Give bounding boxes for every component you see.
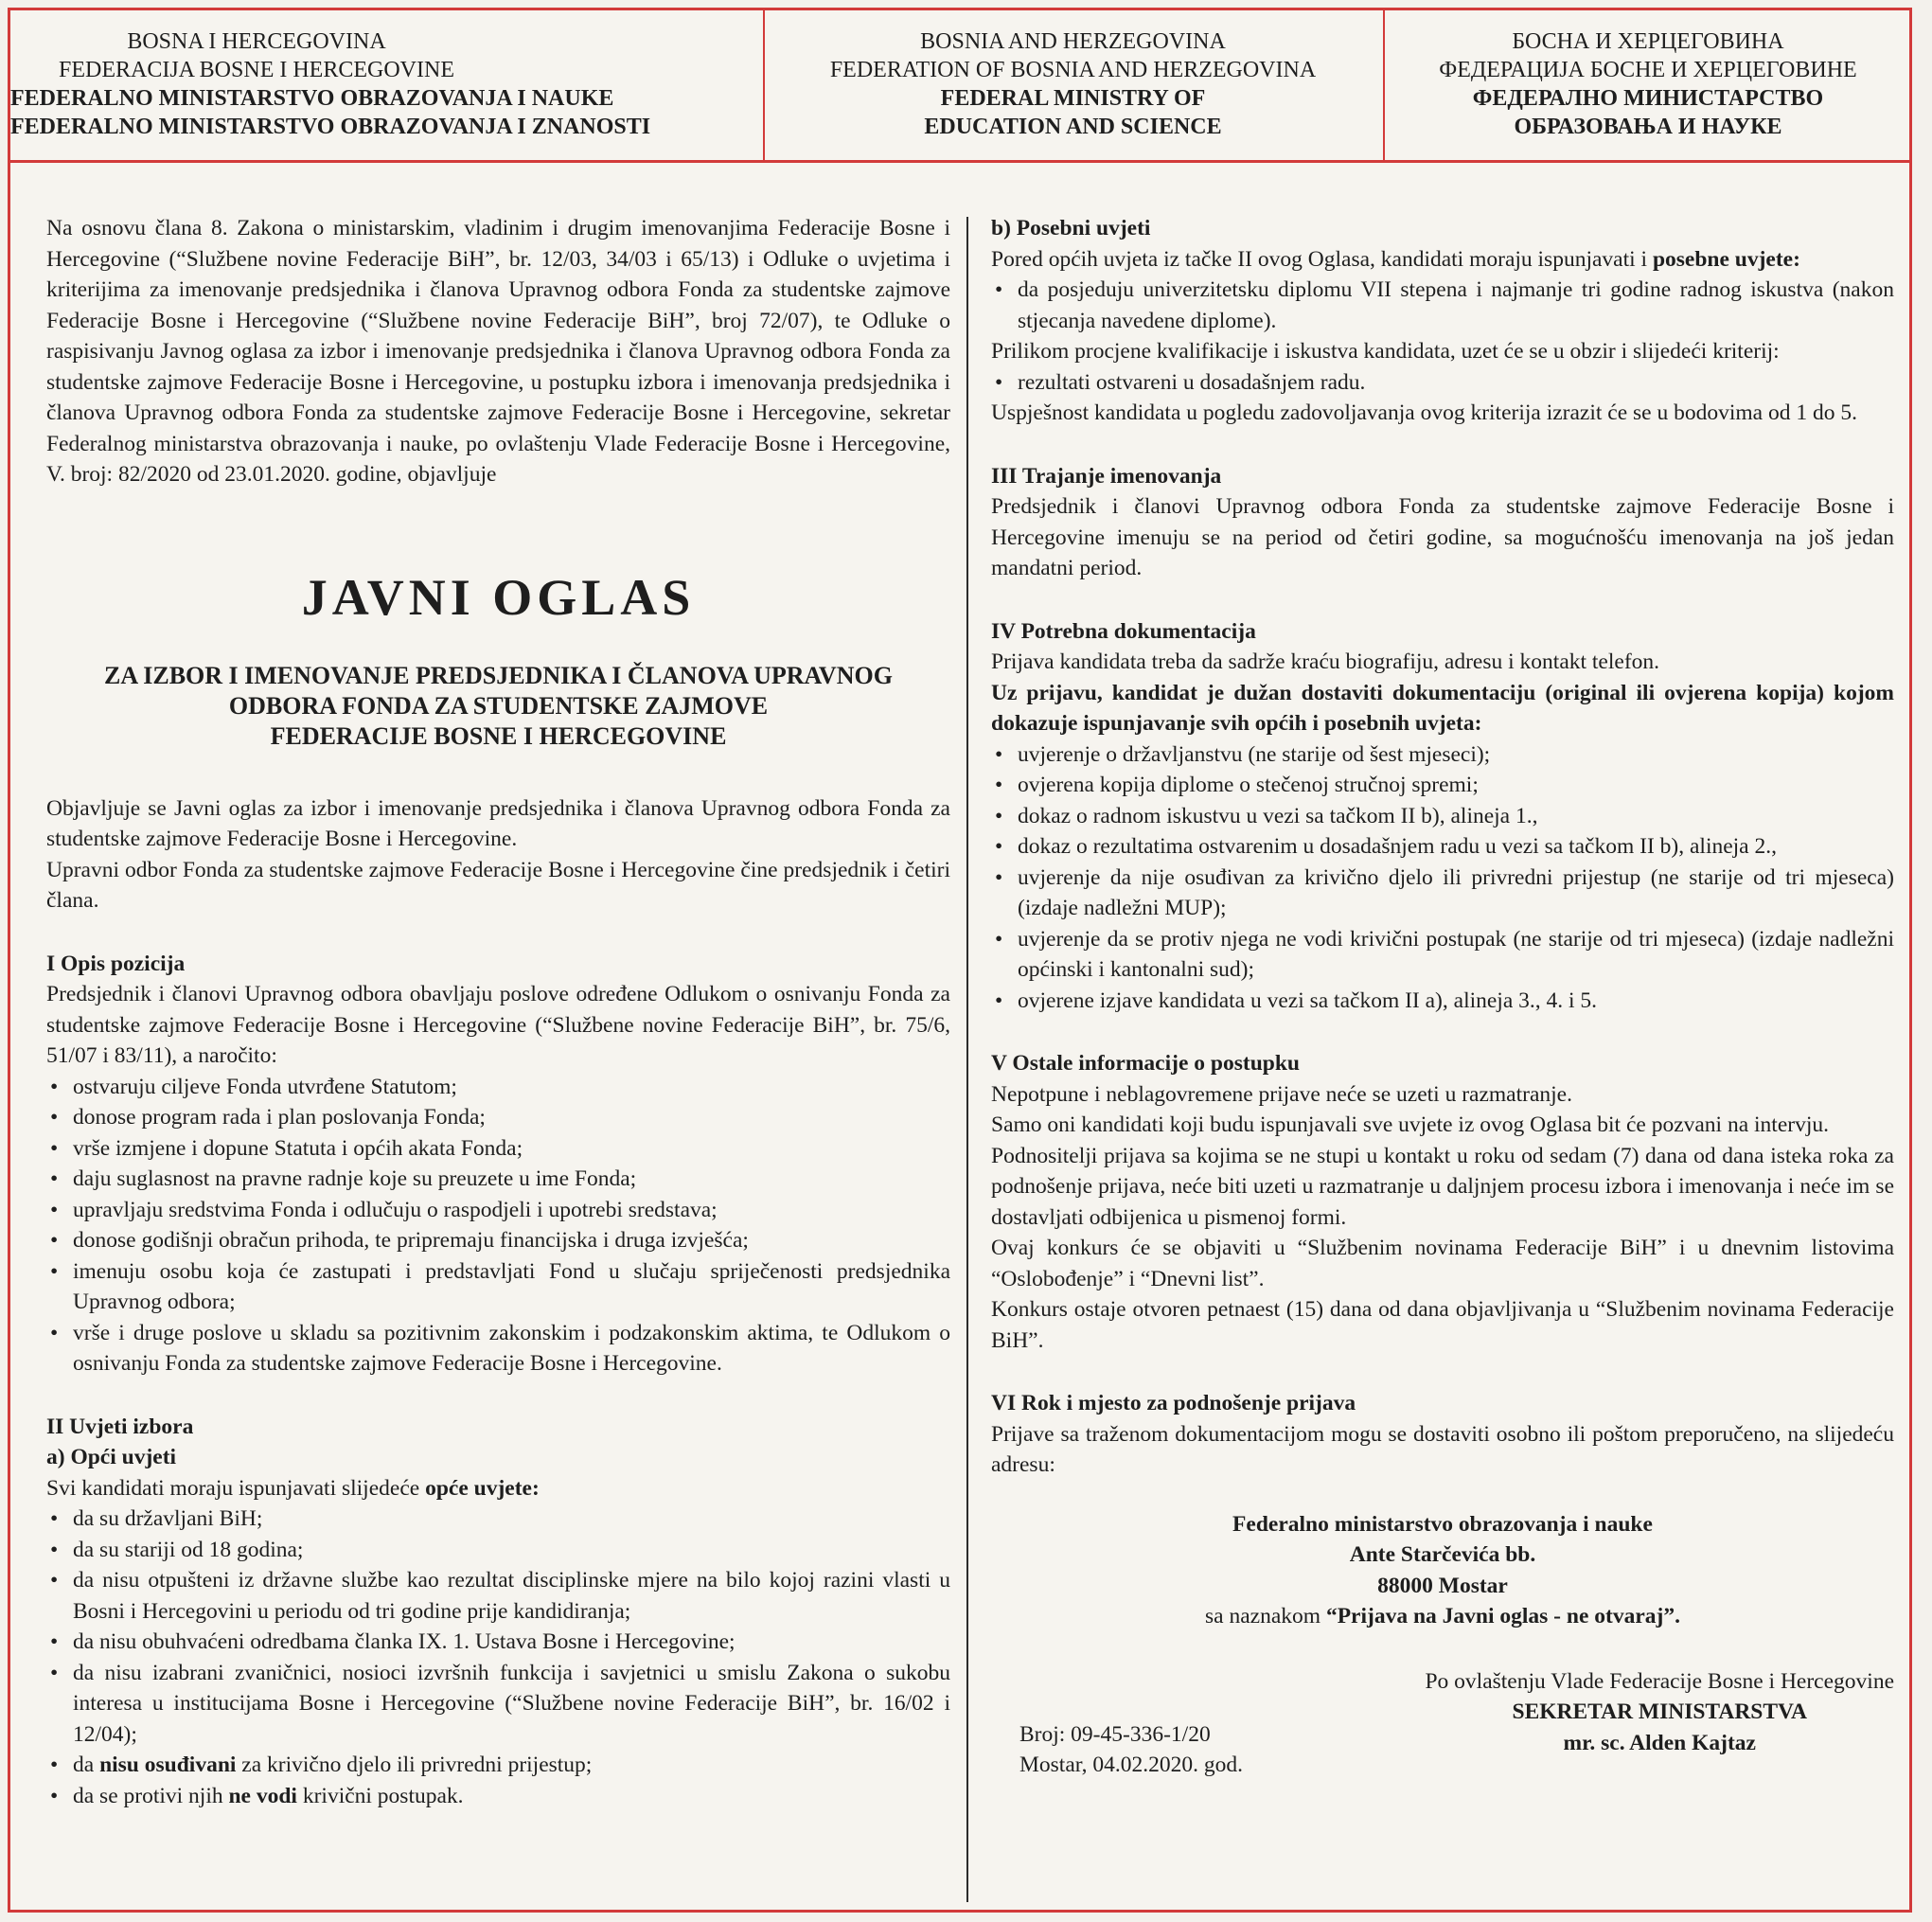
section-bold-text: Uz prijavu, kandidat je dužan dostaviti dokumentaciju (original ili ovjerena kopija) kojom dokazuje ispunjavanje svih općih i posebnih uvjeta: bbox=[991, 680, 1894, 736]
envelope-marking bbox=[991, 1601, 1894, 1632]
signature-block bbox=[991, 1666, 1894, 1780]
header-line: FEDERATION OF BOSNIA AND HERZEGOVINA bbox=[829, 58, 1317, 82]
text-span: sa naznakom bbox=[1205, 1604, 1326, 1628]
list-item: • daju suglasnost na pravne radnje koje su preuzete u ime Fonda; bbox=[46, 1164, 950, 1195]
address-line: Federalno ministarstvo obrazovanja i nauke bbox=[1232, 1511, 1653, 1537]
list-item: • donose godišnji obračun prihoda, te pripremaju financijska i druga izvješća; bbox=[46, 1225, 950, 1256]
duties-list bbox=[46, 1072, 950, 1379]
criteria-list bbox=[991, 367, 1894, 399]
section-text: Konkurs ostaje otvoren petnaest (15) dana od dana objavljivanja u “Službenim novinama Federacije BiH”. bbox=[991, 1297, 1894, 1353]
header-line: BOSNIA AND HERZEGOVINA bbox=[920, 29, 1226, 54]
subtitle-line: ODBORA FONDA ZA STUDENTSKE ZAJMOVE bbox=[228, 691, 769, 720]
header-line: FEDERALNO MINISTARSTVO OBRAZOVANJA I NAUKE bbox=[10, 86, 614, 111]
list-item: • da su državljani BiH; bbox=[46, 1504, 950, 1535]
document-page bbox=[8, 8, 1912, 1913]
left-column bbox=[46, 213, 950, 1811]
header-line: ФЕДЕРАЦИЈА БОСНЕ И ХЕРЦЕГОВИНЕ bbox=[1439, 58, 1857, 82]
section-text: Samo oni kandidati koji budu ispunjavali sve uvjete iz ovog Oglasa bit će pozvani na intervju. bbox=[991, 1112, 1829, 1137]
letterhead-english bbox=[763, 27, 1383, 141]
section-text: Predsjednik i članovi Upravnog odbora obavljaju poslove određene Odlukom o osnivanju Fonda za studentske zajmove Federacije Bosne i Hercegovine (“Službene novine Federacije BiH”, br. 75/6, 51/07 i 83/11), a naročito: bbox=[46, 982, 950, 1068]
authorization-line: Po ovlaštenju Vlade Federacije Bosne i Hercegovine bbox=[1425, 1668, 1894, 1694]
intro-paragraph: Na osnovu člana 8. Zakona o ministarskim, vladinim i drugim imenovanjima Federacije Bosne i Hercegovine (“Službene novine Federacije BiH”, br. 12/03, 34/03 i 65/13) i Odluke o uvjetima i kriterijima za imenovanje predsjednika i članova Upravnog odbora Fonda za studentske zajmove Federacije Bosne i Hercegovine (“Službene novine Federacije BiH”, broj 72/07), te Odluke o raspisivanju Javnog oglasa za izbor i imenovanje predsjednika i članova Upravnog odbora Fonda za studentske zajmove Federacije Bosne i Hercegovine, u postupku izbora i imenovanja predsjednika i članova Upravnog odbora Fonda za studentske zajmove Federacije Bosne i Hercegovine, sekretar Federalnog ministarstva obrazovanja i nauke, po ovlaštenju Vlade Federacije Bosne i Hercegovine, V. broj: 82/2020 od 23.01.2020. godine, objavljuje bbox=[46, 216, 950, 487]
criteria-score: Uspješnost kandidata u pogledu zadovoljavanja ovog kriterija izrazit će se u bodovima od 1 do 5. bbox=[991, 400, 1857, 425]
list-item: • uvjerenje da nije osuđivan za krivično djelo ili privredni prijestup (ne starije od tri mjeseca) (izdaje nadležni MUP); bbox=[991, 863, 1894, 924]
list-item: • dokaz o rezultatima ostvarenim u dosadašnjem radu u vezi sa tačkom II b), alineja 2., bbox=[991, 831, 1894, 863]
section-text: Podnositelji prijava sa kojima se ne stupi u kontakt u roku od sedam (7) dana od dana isteka roka za podnošenje prijava, neće biti uzeti u razmatranje u daljnjem procesu izbora i imenovanja i neće im se dostavljati odbijenica u pismenoj formi. bbox=[991, 1143, 1894, 1230]
text-span: da se protivi njih bbox=[73, 1783, 229, 1808]
signatory-name: mr. sc. Alden Kajtaz bbox=[1563, 1730, 1756, 1755]
letterhead-cyrillic bbox=[1383, 27, 1913, 141]
header-line: ФЕДЕРАЛНО МИНИСТАРСТВО bbox=[1472, 86, 1824, 111]
list-item bbox=[46, 1750, 950, 1781]
list-item: • da su stariji od 18 godina; bbox=[46, 1535, 950, 1566]
section-heading: IV Potrebna dokumentacija bbox=[991, 618, 1256, 644]
list-item: • da posjeduju univerzitetsku diplomu VII stepena i najmanje tri godine radnog iskustva (nakon stjecanja navedene diplome). bbox=[991, 275, 1894, 336]
document-title: JAVNI OGLAS bbox=[301, 568, 696, 626]
document-subtitle bbox=[46, 661, 950, 752]
list-item: • da nisu otpušteni iz državne službe kao rezultat disciplinske mjere na bilo kojoj razini vlasti u Bosni i Hercegovini u periodu od tri godine prije kandidiranja; bbox=[46, 1565, 950, 1627]
letterhead bbox=[10, 10, 1909, 163]
subsection-heading: a) Opći uvjeti bbox=[46, 1445, 177, 1469]
section-text bbox=[991, 244, 1894, 276]
header-line: БОСНА И ХЕРЦЕГОВИНА bbox=[1512, 29, 1784, 54]
list-item: • uvjerenje da se protiv njega ne vodi krivični postupak (ne starije od tri mjeseca) (izdaje nadležni općinski i kantonalni sud); bbox=[991, 924, 1894, 986]
list-item: • vrše i druge poslove u skladu sa pozitivnim zakonskim i podzakonskim aktima, te Odlukom o osnivanju Fonda za studentske zajmove Federacije Bosne i Hercegovine. bbox=[46, 1318, 950, 1379]
section-text: Predsjednik i članovi Upravnog odbora Fonda za studentske zajmove Federacije Bosne i Hercegovine imenuju se na period od četiri godine, sa mogućnošću imenovanja na još jedan mandatni period. bbox=[991, 494, 1894, 580]
bold-span: opće uvjete: bbox=[425, 1475, 540, 1501]
criteria-text: Prilikom procjene kvalifikacije i iskustva kandidata, uzet će se u obzir i slijedeći kriterij: bbox=[991, 339, 1780, 364]
section-text bbox=[46, 1473, 950, 1504]
right-column bbox=[991, 213, 1894, 1780]
header-line: FEDERAL MINISTRY OF bbox=[940, 86, 1206, 111]
reference-block bbox=[1019, 1719, 1243, 1781]
documents-list bbox=[991, 739, 1894, 1017]
list-item: • ostvaruju ciljeve Fonda utvrđene Statutom; bbox=[46, 1072, 950, 1103]
place-date: Mostar, 04.02.2020. god. bbox=[1019, 1753, 1244, 1777]
special-conditions-list bbox=[991, 275, 1894, 336]
column-divider bbox=[966, 217, 968, 1902]
subsection-heading: b) Posebni uvjeti bbox=[991, 216, 1151, 240]
bold-span: ne vodi bbox=[228, 1783, 297, 1808]
bold-span: posebne uvjete: bbox=[1652, 246, 1800, 272]
list-item: • uvjerenje o državljanstvu (ne starije od šest mjeseci); bbox=[991, 739, 1894, 771]
bold-span: nisu osuđivani bbox=[99, 1753, 237, 1777]
list-item: • imenuju osobu koja će zastupati i predstavljati Fond u slučaju spriječenosti predsjednika Upravnog odbora; bbox=[46, 1256, 950, 1318]
subtitle-line: FEDERACIJE BOSNE I HERCEGOVINE bbox=[270, 721, 727, 750]
list-item: • rezultati ostvareni u dosadašnjem radu. bbox=[991, 367, 1894, 399]
section-heading: III Trajanje imenovanja bbox=[991, 463, 1222, 489]
reference-number: Broj: 09-45-336-1/20 bbox=[1019, 1721, 1211, 1747]
section-text: Prijava kandidata treba da sadrže kraću biografiju, adresu i kontakt telefon. bbox=[991, 650, 1660, 674]
signatory bbox=[1425, 1666, 1894, 1759]
address-line: Ante Starčevića bb. bbox=[1349, 1542, 1536, 1567]
signatory-title: SEKRETAR MINISTARSTVA bbox=[1512, 1700, 1807, 1724]
list-item: • vrše izmjene i dopune Statuta i općih akata Fonda; bbox=[46, 1133, 950, 1165]
list-item bbox=[46, 1781, 950, 1812]
section-heading: II Uvjeti izbora bbox=[46, 1414, 194, 1439]
header-line: BOSNA I HERCEGOVINA bbox=[127, 29, 386, 54]
section-heading: I Opis pozicija bbox=[46, 951, 186, 976]
bold-span: “Prijava na Javni oglas - ne otvaraj”. bbox=[1325, 1604, 1680, 1628]
list-item: • da nisu obuhvaćeni odredbama članka IX. 1. Ustava Bosne i Hercegovine; bbox=[46, 1627, 950, 1658]
address-line: 88000 Mostar bbox=[1377, 1573, 1508, 1598]
announcement-paragraph: Objavljuje se Javni oglas za izbor i imenovanje predsjednika i članova Upravnog odbora Fonda za studentske zajmove Federacije Bosne i Hercegovine. bbox=[46, 795, 950, 851]
section-heading: VI Rok i mjesto za podnošenje prijava bbox=[991, 1391, 1356, 1415]
list-item: • donose program rada i plan poslovanja Fonda; bbox=[46, 1102, 950, 1133]
text-span: da bbox=[73, 1753, 100, 1777]
header-line: FEDERACIJA BOSNE I HERCEGOVINE bbox=[58, 58, 454, 82]
general-conditions-list bbox=[46, 1504, 950, 1811]
mailing-address bbox=[991, 1509, 1894, 1632]
section-text: Prijave sa traženom dokumentacijom mogu se dostaviti osobno ili poštom preporučeno, na slijedeću adresu: bbox=[991, 1421, 1894, 1477]
text-span: Svi kandidati moraju ispunjavati slijedeće bbox=[46, 1475, 426, 1501]
text-span: krivični postupak. bbox=[296, 1783, 464, 1808]
header-line: ОБРАЗОВАЊА И НАУКЕ bbox=[1514, 115, 1782, 139]
list-item: • ovjerena kopija diplome o stečenoj stručnoj spremi; bbox=[991, 770, 1894, 801]
header-line: EDUCATION AND SCIENCE bbox=[924, 115, 1222, 139]
text-span: Pored općih uvjeta iz tačke II ovog Oglasa, kandidati moraju ispunjavati i bbox=[991, 246, 1653, 272]
list-item: • dokaz o radnom iskustvu u vezi sa tačkom II b), alineja 1., bbox=[991, 801, 1894, 832]
list-item: • ovjerene izjave kandidata u vezi sa tačkom II a), alineja 3., 4. i 5. bbox=[991, 986, 1894, 1017]
section-text: Ovaj konkurs će se objaviti u “Službenim novinama Federacije BiH” i u dnevnim listovima “Oslobođenje” i “Dnevni list”. bbox=[991, 1236, 1894, 1291]
board-composition-paragraph: Upravni odbor Fonda za studentske zajmove Federacije Bosne i Hercegovine čine predsjednik i četiri člana. bbox=[46, 857, 950, 913]
subtitle-line: ZA IZBOR I IMENOVANJE PREDSJEDNIKA I ČLANOVA UPRAVNOG bbox=[104, 661, 893, 689]
section-text: Nepotpune i neblagovremene prijave neće se uzeti u razmatranje. bbox=[991, 1081, 1572, 1107]
list-item: • da nisu izabrani zvaničnici, nosioci izvršnih funkcija i savjetnici u smislu Zakona o sukobu interesa u institucijama Bosne i Hercegovine (“Službene novine Federacije BiH”, br. 16/02 i 12/04); bbox=[46, 1658, 950, 1751]
text-span: za krivično djelo ili privredni prijestup; bbox=[236, 1753, 593, 1777]
letterhead-bosnian bbox=[10, 27, 651, 141]
header-line: FEDERALNO MINISTARSTVO OBRAZOVANJA I ZNANOSTI bbox=[10, 115, 651, 139]
section-heading: V Ostale informacije o postupku bbox=[991, 1051, 1300, 1076]
list-item: • upravljaju sredstvima Fonda i odlučuju o raspodjeli i upotrebi sredstava; bbox=[46, 1195, 950, 1226]
